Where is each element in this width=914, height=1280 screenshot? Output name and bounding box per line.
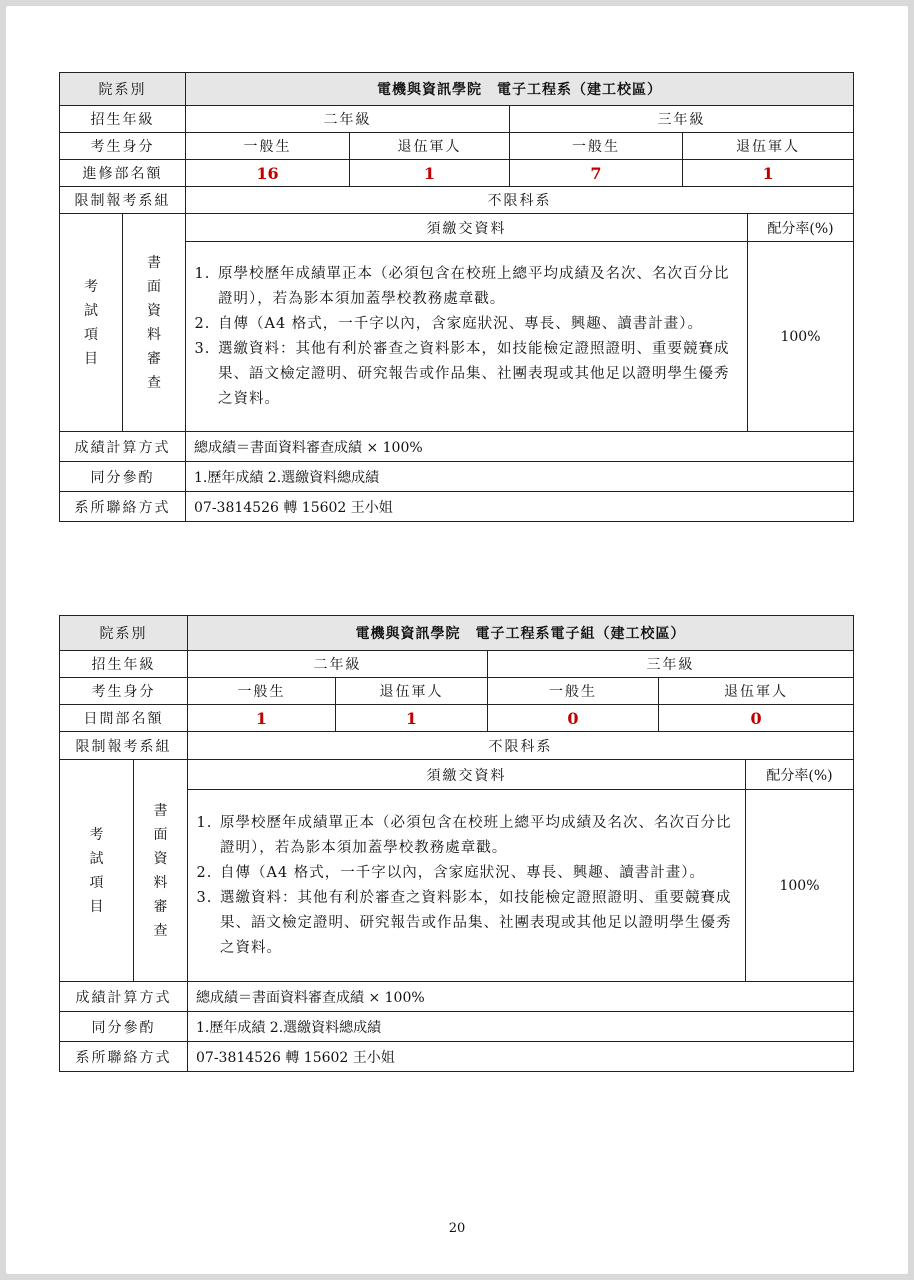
identity-veteran-g3: 退伍軍人	[683, 133, 854, 160]
contact-value: 07-3814526 轉 15602 王小姐	[186, 492, 854, 522]
doc-item: 2. 自傳（A4 格式，一千字以內，含家庭狀況、專長、興趣、讀書計畫）。	[216, 312, 741, 337]
quota-value: 0	[659, 705, 854, 732]
page-number: 20	[448, 1221, 466, 1236]
grade-label: 招生年級	[60, 651, 188, 678]
doc-item: 1. 原學校歷年成績單正本（必須包含在校班上總平均成績及名次、名次百分比證明），若為影本須加蓋學校教務處章戳。	[218, 811, 739, 861]
doc-item: 1. 原學校歷年成績單正本（必須包含在校班上總平均成績及名次、名次百分比證明），若為影本須加蓋學校教務處章戳。	[216, 262, 741, 312]
contact-label: 系所聯絡方式	[60, 1042, 188, 1072]
identity-general-g2: 一般生	[186, 133, 350, 160]
tie-value: 1.歷年成績 2.選繳資料總成績	[186, 462, 854, 492]
dept-name: 電機與資訊學院 電子工程系（建工校區）	[186, 73, 854, 106]
admission-table-2	[59, 615, 854, 1072]
document-page	[6, 6, 908, 1274]
identity-label: 考生身分	[60, 678, 188, 705]
grade-2: 二年級	[188, 651, 488, 678]
restrict-value: 不限科系	[186, 187, 854, 214]
exam-items-label: 考 試 項 目	[60, 214, 123, 432]
doc-item: 2. 自傳（A4 格式，一千字以內，含家庭狀況、專長、興趣、讀書計畫）。	[218, 861, 739, 886]
grade-3: 三年級	[510, 106, 854, 133]
score-value: 總成績＝書面資料審查成績 × 100%	[186, 432, 854, 462]
tie-value: 1.歷年成績 2.選繳資料總成績	[188, 1012, 854, 1042]
quota-value: 16	[186, 160, 350, 187]
required-docs-list	[188, 805, 745, 967]
quota-label: 進修部名額	[60, 160, 186, 187]
docs-header: 須繳交資料	[188, 760, 746, 790]
required-docs-cell	[188, 790, 746, 982]
weight-header: 配分率(%)	[748, 214, 854, 242]
document-review-label: 書 面 資 料 審 查	[123, 214, 186, 432]
identity-veteran-g2: 退伍軍人	[336, 678, 488, 705]
required-docs-list	[186, 256, 747, 418]
grade-3: 三年級	[488, 651, 854, 678]
tie-label: 同分參酌	[60, 462, 186, 492]
quota-value: 1	[336, 705, 488, 732]
score-value: 總成績＝書面資料審查成績 × 100%	[188, 982, 854, 1012]
document-review-label: 書 面 資 料 審 查	[134, 760, 188, 982]
weight-header: 配分率(%)	[746, 760, 854, 790]
quota-value: 0	[488, 705, 659, 732]
weight-value: 100%	[748, 242, 854, 432]
dept-label: 院系別	[60, 73, 186, 106]
restrict-label: 限制報考系組	[60, 187, 186, 214]
dept-name: 電機與資訊學院 電子工程系電子組（建工校區）	[188, 616, 854, 651]
quota-value: 1	[350, 160, 510, 187]
identity-general-g3: 一般生	[488, 678, 659, 705]
score-label: 成績計算方式	[60, 982, 188, 1012]
restrict-label: 限制報考系組	[60, 732, 188, 760]
admission-table-1	[59, 72, 854, 522]
contact-label: 系所聯絡方式	[60, 492, 186, 522]
docs-header: 須繳交資料	[186, 214, 748, 242]
restrict-value: 不限科系	[188, 732, 854, 760]
grade-label: 招生年級	[60, 106, 186, 133]
quota-value: 1	[683, 160, 854, 187]
doc-item: 3. 選繳資料：其他有利於審查之資料影本，如技能檢定證照證明、重要競賽成果、語文檢定證明、研究報告或作品集、社團表現或其他足以證明學生優秀之資料。	[218, 886, 739, 961]
weight-value: 100%	[746, 790, 854, 982]
exam-items-label: 考 試 項 目	[60, 760, 134, 982]
quota-label: 日間部名額	[60, 705, 188, 732]
required-docs-cell	[186, 242, 748, 432]
identity-veteran-g2: 退伍軍人	[350, 133, 510, 160]
identity-veteran-g3: 退伍軍人	[659, 678, 854, 705]
doc-item: 3. 選繳資料：其他有利於審查之資料影本，如技能檢定證照證明、重要競賽成果、語文檢定證明、研究報告或作品集、社團表現或其他足以證明學生優秀之資料。	[216, 337, 741, 412]
quota-value: 7	[510, 160, 683, 187]
identity-general-g3: 一般生	[510, 133, 683, 160]
tie-label: 同分參酌	[60, 1012, 188, 1042]
grade-2: 二年級	[186, 106, 510, 133]
quota-value: 1	[188, 705, 336, 732]
dept-label: 院系別	[60, 616, 188, 651]
score-label: 成績計算方式	[60, 432, 186, 462]
contact-value: 07-3814526 轉 15602 王小姐	[188, 1042, 854, 1072]
identity-label: 考生身分	[60, 133, 186, 160]
identity-general-g2: 一般生	[188, 678, 336, 705]
